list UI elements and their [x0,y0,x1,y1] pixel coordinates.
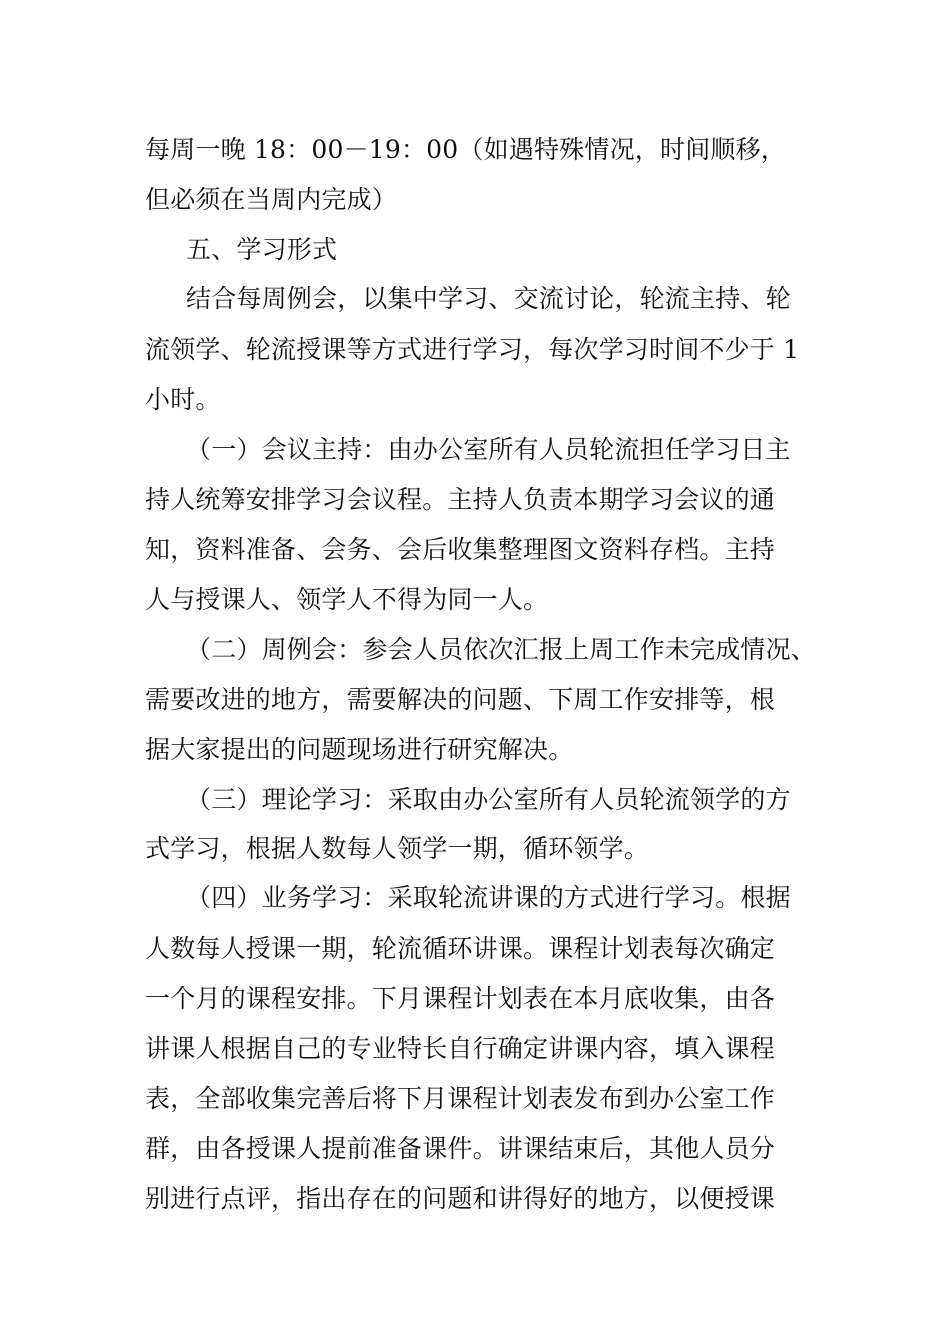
text-line: 需要改进的地方，需要解决的问题、下周工作安排等，根 [145,685,776,714]
text-line: 群，由各授课人提前准备课件。讲课结束后，其他人员分 [145,1134,776,1163]
text-line: 讲课人根据自己的专业特长自行确定讲课内容，填入课程 [145,1034,776,1063]
text-line: 据大家提出的问题现场进行研究解决。 [145,735,574,764]
text-line: 结合每周例会，以集中学习、交流讨论，轮流主持、轮 [186,284,791,313]
text-line: 小时。 [145,385,221,414]
text-line: 式学习，根据人数每人领学一期，循环领学。 [145,834,650,863]
text-line: 表，全部收集完善后将下月课程计划表发布到办公室工作 [145,1084,776,1113]
text-line: 人数每人授课一期，轮流循环讲课。课程计划表每次确定 [145,934,776,963]
text-line: 持人统筹安排学习会议程。主持人负责本期学习会议的通 [145,485,776,514]
text-line: 但必须在当周内完成） [145,185,398,214]
text-line: （三）理论学习：采取由办公室所有人员轮流领学的方 [186,785,791,814]
text-line: 知，资料准备、会务、会后收集整理图文资料存档。主持 [145,535,776,564]
text-line: 流领学、轮流授课等方式进行学习，每次学习时间不少于 1 [145,335,800,364]
section-heading: 五、学习形式 [186,235,338,264]
text-line: （四）业务学习：采取轮流讲课的方式进行学习。根据 [186,883,791,912]
text-line: （二）周例会：参会人员依次汇报上周工作未完成情况、 [186,635,817,664]
text-line: 每周一晚 18：00－19：00（如遇特殊情况，时间顺移， [145,135,786,164]
text-line: 别进行点评，指出存在的问题和讲得好的地方，以便授课 [145,1184,776,1213]
text-line: （一）会议主持：由办公室所有人员轮流担任学习日主 [186,435,791,464]
text-line: 人与授课人、领学人不得为同一人。 [145,585,549,614]
text-line: 一个月的课程安排。下月课程计划表在本月底收集，由各 [145,984,776,1013]
